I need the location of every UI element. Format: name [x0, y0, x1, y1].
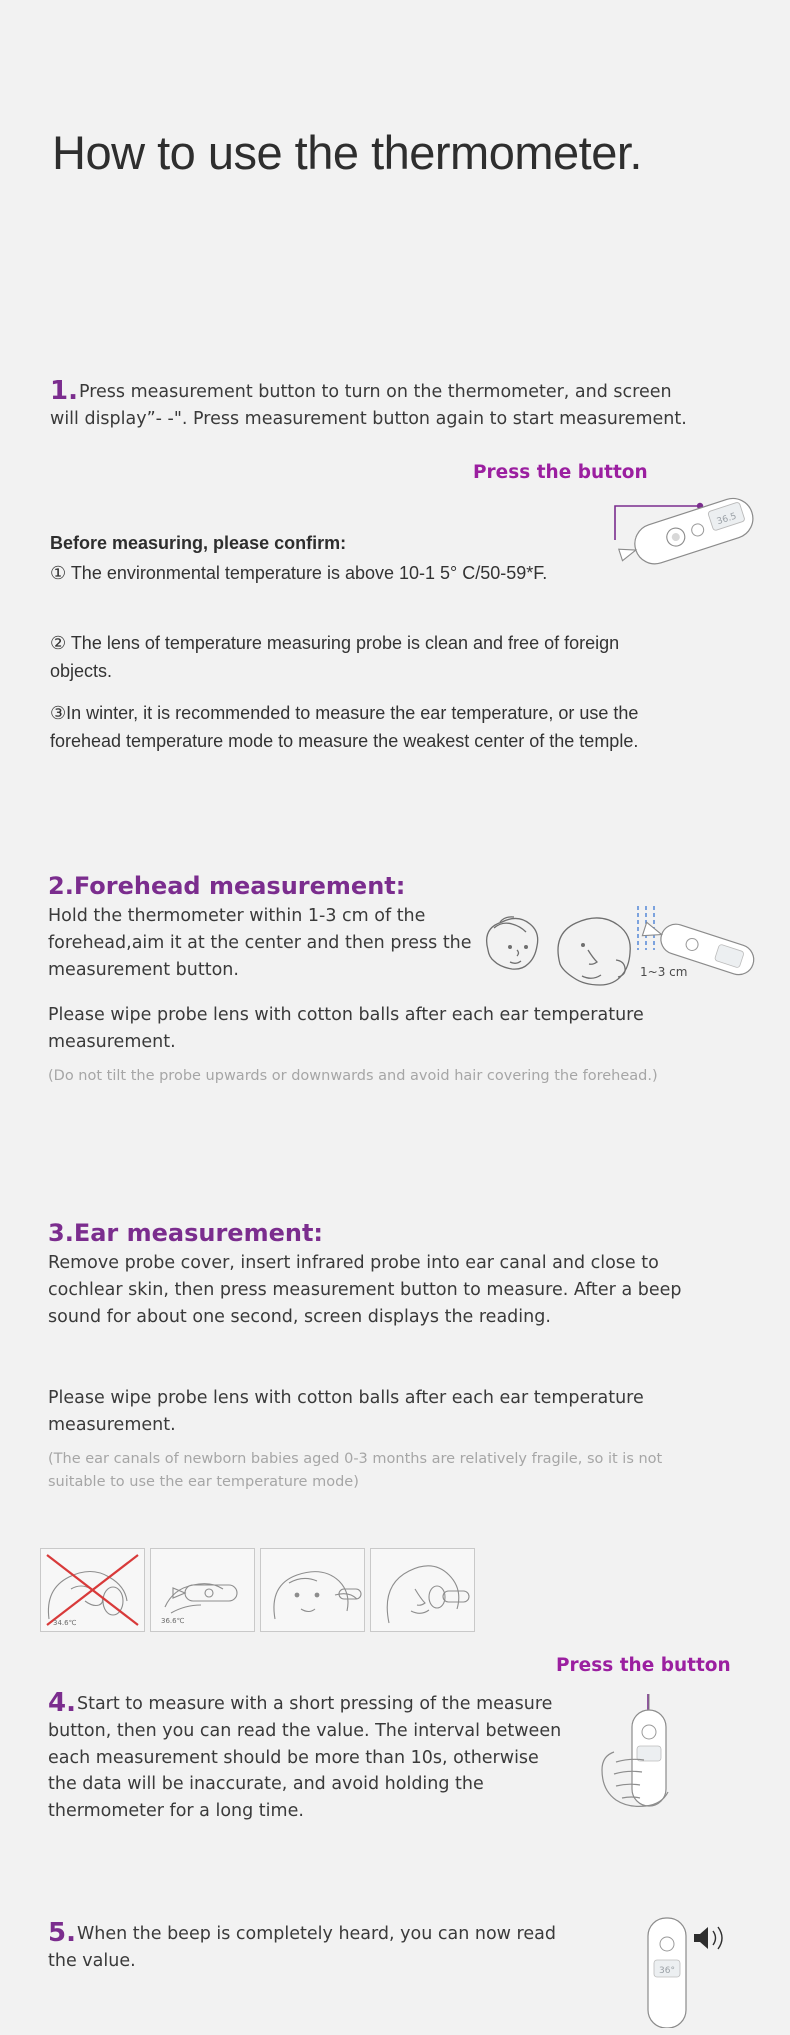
step5-paragraph	[48, 1920, 568, 1975]
step1-press-label: Press the button	[473, 462, 648, 483]
step2-number: 2.	[48, 872, 74, 900]
device-reading-label: 36°	[659, 1966, 675, 1976]
step5-illustration	[620, 1908, 740, 2028]
photo-newborn-ear-forbidden	[40, 1548, 145, 1632]
step1-number: 1.	[50, 376, 78, 406]
page-title: How to use the thermometer.	[52, 126, 642, 179]
step3-text2: Please wipe probe lens with cotton balls after each ear temperature measurement.	[48, 1388, 644, 1435]
step2-heading: Forehead measurement:	[73, 872, 406, 900]
step2-note: (Do not tilt the probe upwards or downwards and avoid hair covering the forehead.)	[48, 1068, 658, 1084]
step2-text: Hold the thermometer within 1-3 cm of the forehead,aim it at the center and then press the measurement button.	[48, 906, 472, 980]
speaker-icon	[694, 1927, 708, 1949]
step2-text2: Please wipe probe lens with cotton balls after each ear temperature measurement.	[48, 1005, 644, 1052]
step5-text: When the beep is completely heard, you can now read the value.	[48, 1924, 556, 1971]
step3-note: (The ear canals of newborn babies aged 0-3 months are relatively fragile, so it is not suitable to use the ear temperature mode)	[48, 1451, 663, 1491]
step3-text: Remove probe cover, insert infrared probe into ear canal and close to cochlear skin, then press measurement button to measure. After a beep sound for about one second, screen displays the reading.	[48, 1253, 682, 1327]
photo-reading: 36.6℃	[161, 1617, 185, 1625]
step1-paragraph	[50, 378, 690, 433]
step4-text: Start to measure with a short pressing of the measure button, then you can read the value. The interval between each measurement should be more than 10s, otherwise the data will be inaccurate, and avoid holding the thermometer for a long time.	[48, 1694, 562, 1822]
photo-reading: 34.6℃	[53, 1619, 77, 1627]
step4-paragraph	[48, 1690, 568, 1825]
step1-text: Press measurement button to turn on the thermometer, and screen will display”- -". Press measurement button again to start measurement.	[50, 382, 687, 429]
confirm-item-3: ③In winter, it is recommended to measure the ear temperature, or use the forehead temperature mode to measure the weakest center of the temple.	[50, 703, 639, 751]
step4-press-label: Press the button	[556, 1655, 731, 1676]
step3-heading-row	[48, 1215, 323, 1252]
photo-hand-holding-thermometer	[150, 1548, 255, 1632]
photo-adult-ear-measurement	[370, 1548, 475, 1632]
svg-text:36.5: 36.5	[715, 511, 738, 528]
step3-number: 3.	[48, 1219, 74, 1247]
step4-number: 4.	[48, 1688, 76, 1718]
confirm-item-1: ① The environmental temperature is above 10-1 5° C/50-59*F.	[50, 563, 548, 583]
step5-number: 5.	[48, 1918, 76, 1948]
step2-illustration	[470, 898, 760, 1008]
confirm-item-2: ② The lens of temperature measuring probe is clean and free of foreign objects.	[50, 633, 620, 681]
step2-distance-label: 1~3 cm	[640, 965, 688, 979]
step3-heading: Ear measurement:	[73, 1219, 324, 1247]
step4-illustration	[570, 1680, 750, 1830]
confirm-heading: Before measuring, please confirm:	[50, 533, 347, 553]
step3-photo-strip	[40, 1548, 475, 1632]
step2-heading-row	[48, 868, 405, 905]
photo-child-ear-measurement	[260, 1548, 365, 1632]
